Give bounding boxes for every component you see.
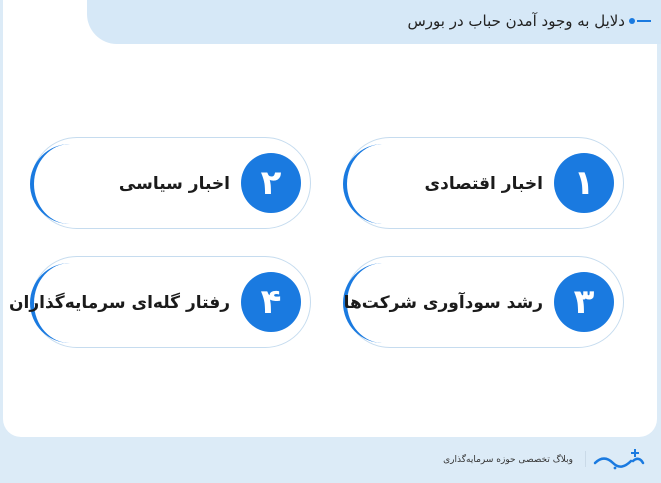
reason-item-3 bbox=[344, 256, 624, 348]
header-marker-icon bbox=[637, 20, 651, 22]
reason-item-4 bbox=[9, 256, 311, 348]
reason-label-4: رفتار گله‌ای سرمایه‌گذاران bbox=[9, 293, 230, 313]
bullet-dot-icon bbox=[629, 18, 635, 24]
reason-number-4: ۴ bbox=[241, 272, 301, 332]
reason-label-3: رشد سودآوری شرکت‌ها bbox=[343, 293, 543, 313]
page-title: دلایل به وجود آمدن حباب در بورس bbox=[407, 12, 625, 30]
reason-label-1: اخبار اقتصادی bbox=[424, 174, 543, 194]
reason-number-2: ۲ bbox=[241, 153, 301, 213]
reason-item-2 bbox=[31, 137, 311, 229]
reason-label-2: اخبار سیاسی bbox=[118, 174, 230, 194]
page-header bbox=[87, 0, 661, 44]
footer-tagline: وبلاگ تخصصی حوزه سرمایه‌گذاری bbox=[443, 455, 573, 465]
reason-item-1 bbox=[344, 137, 624, 229]
reason-number-1: ۱ bbox=[554, 153, 614, 213]
reason-number-3: ۳ bbox=[554, 272, 614, 332]
sarmayeh-logo-icon bbox=[585, 447, 647, 471]
